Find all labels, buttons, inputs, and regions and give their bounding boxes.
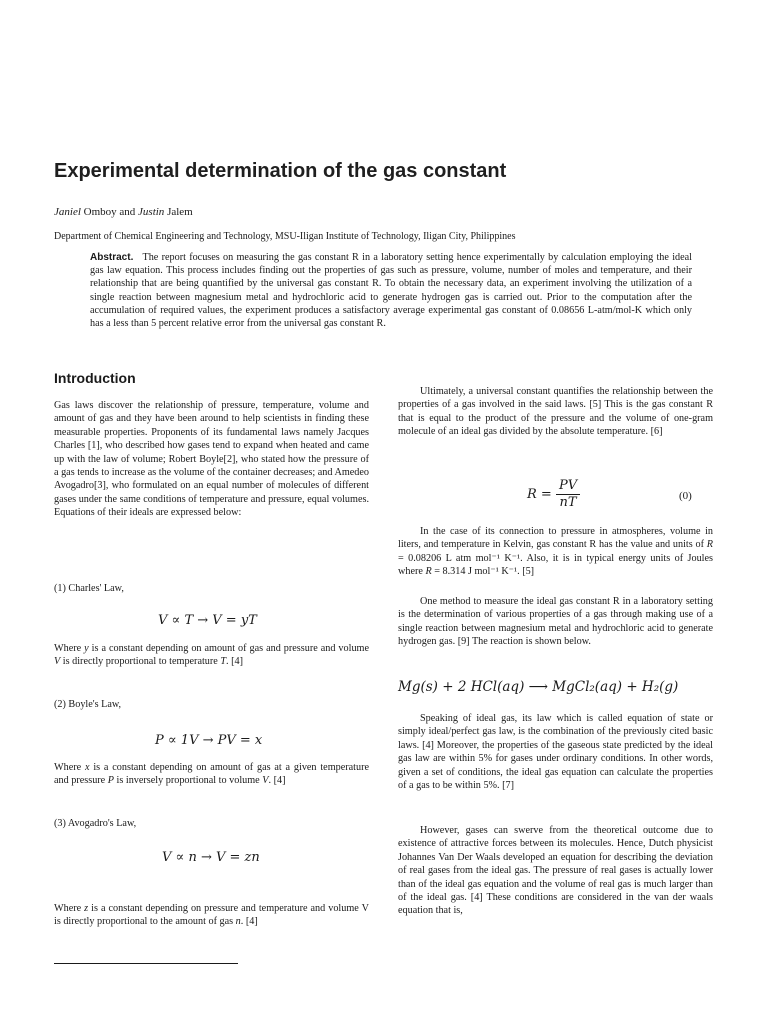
abstract-label: Abstract. bbox=[90, 252, 134, 263]
right-para-4: Speaking of ideal gas, its law which is called equation of state or simply ideal/perfect gas law, is the combination of the previously cited basic laws. [4] Moreover, the properties of the gaseous state predicted by the ideal gas law are within 5% for gases under ordinary conditions. In other words, given a set of conditions, the ideal gas equation can calculate the properties of a gas to be within 5%. [7] bbox=[398, 713, 713, 792]
equation-reaction: Mg(s) + 2 HCl(aq) ⟶ MgCl₂(aq) + H₂(g) bbox=[398, 679, 679, 695]
author2-last: Jalem bbox=[167, 206, 193, 218]
equation-boyle: P ∝ 1V → PV = x bbox=[155, 733, 263, 748]
list-item-avogadro: (3) Avogadro's Law, bbox=[54, 818, 137, 829]
abstract bbox=[90, 251, 692, 330]
eq-r-denominator: nT bbox=[559, 495, 577, 510]
equation-avogadro: V ∝ n → V = zn bbox=[162, 850, 260, 865]
eq-r-lhs: R = bbox=[527, 487, 552, 502]
author2-first: Justin bbox=[138, 206, 165, 218]
equation-charles: V ∝ T → V = yT bbox=[158, 613, 257, 628]
author1-last: Omboy bbox=[83, 206, 117, 218]
right-para-3: One method to measure the ideal gas constant R in a laboratory setting is the determination of various properties of a gas through making use of a single reaction between magnesium metal and hydrochloric acid to generate hydrogen gas. [9] The reaction is shown below. bbox=[398, 596, 713, 648]
right-para-2: In the case of its connection to pressure in atmospheres, volume in liters, and temperature in Kelvin, gas constant R has the value and units of R = 0.08206 L atm mol⁻¹ K⁻¹. Also, it is in typical energy units of Joules where R = 8.314 J mol⁻¹ K⁻¹. [5] bbox=[398, 526, 713, 578]
eq-r-numerator: PV bbox=[556, 478, 580, 495]
author1-first: Janiel bbox=[54, 206, 81, 218]
right-para-5: However, gases can swerve from the theoretical outcome due to existence of attractive forces between its molecules. Hence, Dutch physicist Johannes Van Der Waals developed an equation for describing the deviation of real gases from the ideal gas. The pressure of real gases is actually lower than of the ideal gas equation and the volume of real gas is much larger than of the ideal gas. [4] These conditions are considered in the van der waals equation that is, bbox=[398, 825, 713, 917]
author-line bbox=[54, 206, 193, 218]
left-para-charles-desc: Where y is a constant depending on amount of gas and pressure and volume V is directly proportional to temperature T. [4] bbox=[54, 643, 369, 668]
equation-gas-constant bbox=[527, 478, 580, 511]
list-item-boyle: (2) Boyle's Law, bbox=[54, 699, 122, 710]
right-para-1: Ultimately, a universal constant quantifies the relationship between the properties of a gas involved in the said laws. [5] This is the gas constant R that is equal to the product of the pressure and the volume of one-gram molecule of an ideal gas divided by the absolute temperature. [6] bbox=[398, 386, 713, 438]
eq-r-fraction bbox=[556, 478, 580, 511]
equation-number: (0) bbox=[679, 490, 692, 502]
abstract-text: The report focuses on measuring the gas constant R in a laboratory setting hence experimentally by calculation employing the ideal gas law equation. This process includes finding out the properties of gas such as pressure, volume, number of moles and temperature, and their relationship that are being quantified by the universal gas constant R. To obtain the necessary data, an experiment involving the utilization of a single reaction between magnesium metal and hydrochloric acid to generate hydrogen gas is carried out. Prior to the computation after the accumulation of required values, the experiment produces a satisfactory average experimental gas constant of 0.08656 L-atm/mol-K which only has a less than 5 percent relative error from the universal gas constant R. bbox=[90, 252, 692, 330]
left-para-1: Gas laws discover the relationship of pressure, temperature, volume and amount of gas and they have been around to help scientists in finding these measurable properties. Proponents of its fundamental laws namely Jacques Charles [1], who described how gases tend to expand when heated and came up with the law of volume; Robert Boyle[2], who stated how the pressure of a gas tends to increase as the volume of the container decreases; and Amedeo Avogadro[3], who formulated on an equal number of molecules of different gases under the same conditions of temperature and pressure, equal volumes. Equations of their ideals are expressed below: bbox=[54, 400, 369, 519]
left-para-boyle-desc: Where x is a constant depending on amount of gas at a given temperature and pressure P is inversely proportional to volume V. [4] bbox=[54, 762, 369, 787]
left-para-avogadro-desc: Where z is a constant depending on pressure and temperature and volume V is directly proportional to the amount of gas n. [4] bbox=[54, 903, 369, 928]
footnote-divider bbox=[54, 963, 238, 964]
paper-title: Experimental determination of the gas constant bbox=[54, 160, 507, 182]
list-item-charles: (1) Charles' Law, bbox=[54, 583, 124, 594]
affiliation: Department of Chemical Engineering and Technology, MSU-Iligan Institute of Technology, Iligan City, Philippines bbox=[54, 231, 516, 242]
author-conj: and bbox=[119, 206, 136, 218]
section-heading-introduction: Introduction bbox=[54, 370, 136, 386]
